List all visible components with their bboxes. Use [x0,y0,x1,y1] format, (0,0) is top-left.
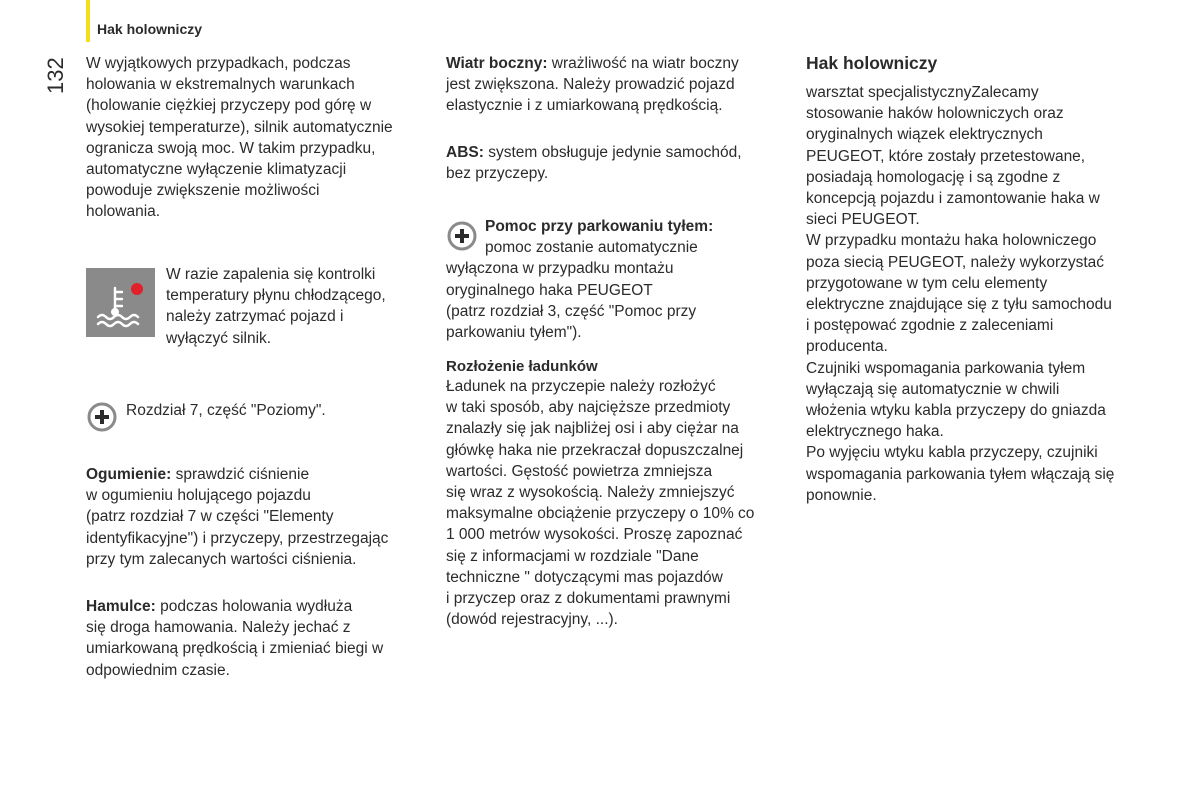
reference-text: Rozdział 7, część "Poziomy". [126,402,326,419]
header-accent-bar [86,0,90,42]
text-line: w taki sposób, aby najcięższe przedmioty [446,399,731,417]
text-line: holowania. [86,203,161,221]
text-line: wyłączyć silnik. [166,329,272,347]
text-line: ogranicza swoją moc. W takim przypadku, [86,139,376,157]
text-line: włożenia wtyku kabla przyczepy do gniazda [806,402,1106,420]
rozlozenie-paragraph [446,376,791,630]
text-line: koncepcją pojazdu i zamontowanie haka w [806,190,1100,208]
text-line: Po wyjęciu wtyku kabla przyczepy, czujniki [806,444,1098,462]
ogumienie-label: Ogumienie: [86,466,172,483]
text-line: (patrz rozdział 7 w części "Elementy [86,508,334,526]
text-line: PEUGEOT, które zostały przetestowane, [806,147,1086,165]
text-line: jest zwiększona. Należy prowadzić pojazd [446,76,735,94]
text-line: główkę haka nie przekraczał dopuszczalnej [446,441,744,459]
text-line: W wyjątkowych przypadkach, podczas [86,55,351,72]
text-line: przygotowane w tym celu elementy [806,274,1048,292]
text-line: oryginalnego haka PEUGEOT [446,281,653,299]
text-line: się droga hamowania. Należy jechać z [86,619,351,637]
rozlozenie-heading: Rozłożenie ładunków [446,358,598,375]
text-line: podczas holowania wydłuża [155,598,353,615]
text-line: elastycznie i z umiarkowaną prędkością. [446,97,723,115]
plus-info-icon [87,402,117,432]
text-line: wyłączona w przypadku montażu [446,260,674,278]
text-line: ponownie. [806,486,877,504]
page-number: 132 [43,57,68,94]
text-line: przy tym zalecanych wartości ciśnienia. [86,550,357,568]
text-line: należy zatrzymać pojazd i [166,308,344,326]
text-line: wyłączają się automatycznie w chwili [806,380,1060,398]
text-line: odpowiednim czasie. [86,661,230,679]
text-line: sieci PEUGEOT. [806,211,920,229]
text-line: i postępować zgodnie z zaleceniami [806,317,1054,335]
col1-intro [86,53,431,223]
text-line: warsztat specjalistycznyZalecamy [806,84,1039,101]
text-line: W razie zapalenia się kontrolki [166,266,376,283]
text-line: wrażliwość na wiatr boczny [547,55,739,72]
text-line: się wraz z wysokością. Należy zmniejszyć [446,484,735,502]
text-line: holowania w ekstremalnych warunkach [86,76,355,94]
text-line: (holowanie ciężkiej przyczepy pod górę w [86,97,372,115]
text-line: pomoc zostanie automatycznie [485,239,698,257]
text-line: sprawdzić ciśnienie [171,466,310,483]
text-line: temperatury płynu chłodzącego, [166,287,386,305]
text-line: wysokiej temperaturze), silnik automatycznie [86,118,393,136]
text-line: bez przyczepy. [446,165,549,183]
text-line: (patrz rozdział 3, część "Pomoc przy [446,302,697,320]
text-line: 1 000 metrów wysokości. Proszę zapoznać [446,526,743,544]
wiatr-paragraph [446,53,791,117]
text-line: system obsługuje jedynie samochód, [483,144,742,161]
pomoc-label: Pomoc przy parkowaniu tyłem: [485,218,714,235]
abs-paragraph [446,142,791,184]
warning-text [166,264,426,349]
text-line: poza siecią PEUGEOT, należy wykorzystać [806,253,1105,271]
hamulce-label: Hamulce: [86,598,156,615]
ogumienie-paragraph [86,464,431,570]
text-line: elektryczne znajdujące się z tyłu samochodu [806,296,1112,314]
hamulce-paragraph [86,596,431,681]
text-line: elektrycznego haka. [806,423,944,441]
text-line: wartości. Gęstość powietrza zmniejsza [446,462,713,480]
text-line: oryginalnych wiązek elektrycznych [806,126,1043,144]
abs-label: ABS: [446,144,484,161]
section-title: Hak holowniczy [806,53,938,73]
text-line: producenta. [806,338,888,356]
wiatr-label: Wiatr boczny: [446,55,548,72]
text-line: się z informacjami w rozdziale "Dane [446,547,699,565]
text-line: stosowanie haków holowniczych oraz [806,105,1064,123]
text-line: w ogumieniu holującego pojazdu [86,487,311,505]
header-title: Hak holowniczy [97,21,203,37]
text-line: Ładunek na przyczepie należy rozłożyć [446,378,716,395]
coolant-temperature-warning-icon [86,268,155,337]
text-line: W przypadku montażu haka holowniczego [806,232,1097,250]
text-line: powoduje zwiększenie możliwości [86,182,320,200]
text-line: posiadają homologację i są zgodne z [806,168,1061,186]
text-line: wspomagania parkowania tyłem włączają się [806,465,1115,483]
text-line: techniczne " dotyczącymi mas pojazdów [446,568,723,586]
text-line: maksymalne obciążenie przyczepy o 10% co [446,505,755,523]
text-line: identyfikacyjne") i przyczepy, przestrzegając [86,529,389,547]
hak-holowniczy-body [806,82,1156,506]
text-line: (dowód rejestracyjny, ...). [446,611,618,629]
text-line: znalazły się jak najbliżej osi i aby ciężar na [446,420,739,438]
pomoc-paragraph [446,216,791,343]
text-line: parkowaniu tyłem"). [446,324,582,342]
text-line: Czujniki wspomagania parkowania tyłem [806,359,1086,377]
text-line: automatyczne wyłączenie klimatyzacji [86,161,347,179]
text-line: i przyczep oraz z dokumentami prawnymi [446,590,731,608]
text-line: umiarkowaną prędkością i zmieniać biegi w [86,640,384,658]
